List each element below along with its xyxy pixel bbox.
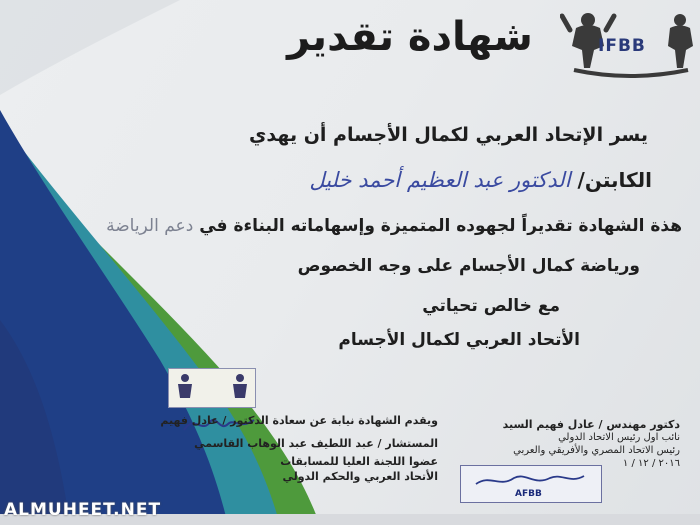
certificate-line-4: ورياضة كمال الأجسام على وجه الخصوص [297,256,640,276]
right-signature-date: ٢٠١٦ / ١٢ / ١ [622,458,680,469]
certificate-recipient [309,168,652,192]
left-signature-line-3: عضوا اللجنة العليا للمسابقات [280,455,438,468]
seal-figure-icon [230,372,250,402]
line-3-main: هذة الشهادة تقديراً لجهوده المتميزة وإسهاماته البناءة في [199,216,682,236]
certificate-line-1: يسر الإتحاد العربي لكمال الأجسام أن يهدي [249,124,648,146]
line-3-faded: دعم الرياضة [106,216,194,236]
stamp-label: AFBB [515,489,542,499]
recipient-name: الدكتور عبد العظيم أحمد خليل [309,168,571,192]
ifbb-logo-text: IFBB [598,36,646,56]
certificate-line-3 [106,216,682,236]
recipient-prefix: الكابتن/ [577,168,652,192]
seal-figure-icon [175,372,195,402]
left-signature-line-2: المستشار / عبد اللطيف عبد الوهاب القاسمي [194,437,438,450]
right-signature-line-3: رئيس الاتحاد المصري والأفريقي والعربي [513,445,680,456]
site-watermark: ALMUHEET.NET [4,500,162,520]
right-signature-line-2: نائب اول رئيس الاتحاد الدولي [558,432,680,443]
certificate-line-6: الأتحاد العربي لكمال الأجسام [338,330,580,350]
certificate-line-5: مع خالص تحياتي [422,296,560,316]
certificate-title: شهادة تقدير [287,14,533,60]
left-signature-line-4: الأتحاد العربي والحكم الدولي [282,470,438,483]
right-signature-line-1: دكتور مهندس / عادل فهيم السيد [502,418,680,431]
left-signature-line-1: ويقدم الشهادة نيابة عن سعادة الدكتور / عادل فهيم [160,414,438,427]
